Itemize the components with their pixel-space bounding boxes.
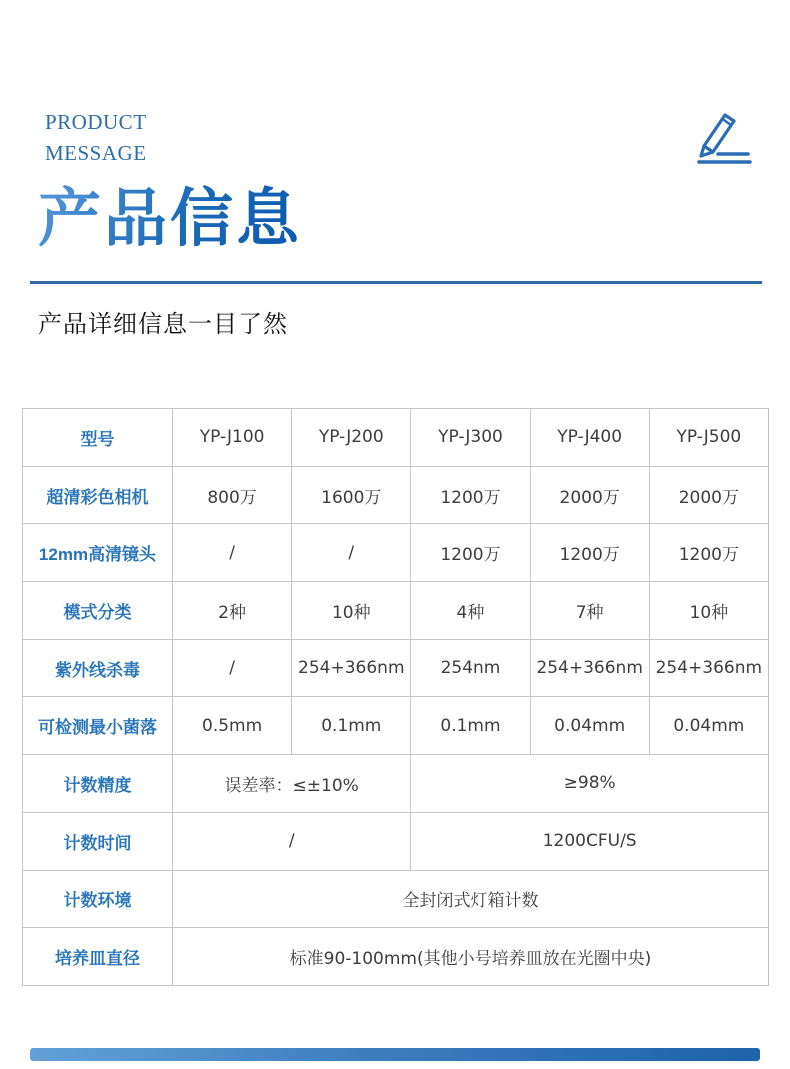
row-label-cell: 计数时间: [23, 812, 173, 870]
spec-table-body: [23, 409, 769, 986]
table-row: [23, 524, 769, 582]
table-row: [23, 812, 769, 870]
value-cell: YP-J100: [173, 409, 292, 467]
value-cell: 1200万: [649, 524, 768, 582]
value-cell: 4种: [411, 582, 530, 640]
value-cell: 0.5mm: [173, 697, 292, 755]
value-cell: 254+366nm: [649, 639, 768, 697]
value-cell: 1200万: [530, 524, 649, 582]
row-label-cell: 可检测最小菌落: [23, 697, 173, 755]
value-cell: 0.1mm: [411, 697, 530, 755]
value-cell: YP-J500: [649, 409, 768, 467]
value-cell: 254+366nm: [530, 639, 649, 697]
value-cell: 2种: [173, 582, 292, 640]
value-cell: 1200万: [411, 524, 530, 582]
spec-table: [22, 408, 769, 986]
row-label-cell: 计数精度: [23, 755, 173, 813]
value-cell: 1600万: [292, 466, 411, 524]
row-label-cell: 模式分类: [23, 582, 173, 640]
value-cell: ≥98%: [411, 755, 769, 813]
eyebrow-line1: PRODUCT: [45, 110, 147, 134]
value-cell: 254nm: [411, 639, 530, 697]
row-label-cell: 12mm高清镜头: [23, 524, 173, 582]
value-cell: 全封闭式灯箱计数: [173, 870, 769, 928]
table-row: [23, 928, 769, 986]
table-row: [23, 409, 769, 467]
page-title: 产品信息: [38, 168, 302, 259]
eyebrow-text: [45, 107, 147, 169]
value-cell: 0.1mm: [292, 697, 411, 755]
value-cell: 10种: [649, 582, 768, 640]
value-cell: /: [292, 524, 411, 582]
table-row: [23, 639, 769, 697]
value-cell: 800万: [173, 466, 292, 524]
value-cell: 254+366nm: [292, 639, 411, 697]
value-cell: YP-J300: [411, 409, 530, 467]
row-label-cell: 计数环境: [23, 870, 173, 928]
value-cell: YP-J400: [530, 409, 649, 467]
value-cell: 标准90-100mm(其他小号培养皿放在光圈中央): [173, 928, 769, 986]
value-cell: 1200万: [411, 466, 530, 524]
value-cell: 2000万: [649, 466, 768, 524]
bottom-accent-bar: [30, 1048, 760, 1061]
eyebrow-line2: MESSAGE: [45, 141, 147, 165]
page-subtitle: 产品详细信息一目了然: [38, 312, 288, 338]
row-label-cell: 培养皿直径: [23, 928, 173, 986]
value-cell: 1200CFU/S: [411, 812, 769, 870]
row-label-cell: 超清彩色相机: [23, 466, 173, 524]
row-label-cell: 紫外线杀毒: [23, 639, 173, 697]
title-divider: [30, 281, 762, 284]
value-cell: /: [173, 812, 411, 870]
value-cell: 0.04mm: [649, 697, 768, 755]
table-row: [23, 755, 769, 813]
value-cell: 10种: [292, 582, 411, 640]
value-cell: 0.04mm: [530, 697, 649, 755]
value-cell: /: [173, 524, 292, 582]
table-row: [23, 466, 769, 524]
value-cell: 误差率：≤±10%: [173, 755, 411, 813]
value-cell: 2000万: [530, 466, 649, 524]
table-row: [23, 582, 769, 640]
table-row: [23, 697, 769, 755]
value-cell: YP-J200: [292, 409, 411, 467]
pencil-icon: [692, 100, 754, 166]
value-cell: /: [173, 639, 292, 697]
row-label-cell: 型号: [23, 409, 173, 467]
value-cell: 7种: [530, 582, 649, 640]
table-row: [23, 870, 769, 928]
